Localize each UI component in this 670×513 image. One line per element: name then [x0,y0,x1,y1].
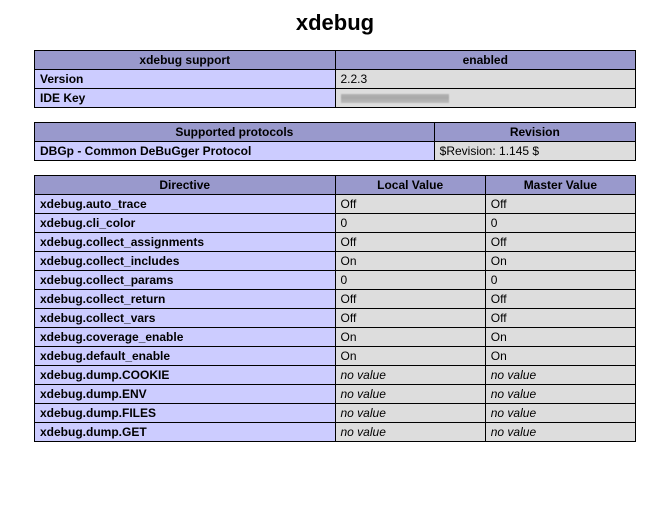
directive-name: xdebug.default_enable [35,347,336,366]
directive-local-value: On [335,328,485,347]
directives-table [34,175,636,442]
directive-master-value: On [485,252,635,271]
xdebug-info-page [0,10,670,442]
page-title: xdebug [295,10,375,35]
directive-name: xdebug.collect_params [35,271,336,290]
support-header-status: enabled [335,51,636,70]
table-row [35,423,636,442]
redacted-value-bar [341,94,449,103]
directive-local-value: Off [335,290,485,309]
protocol-name: DBGp - Common DeBuGger Protocol [35,142,435,161]
directive-local-value: 0 [335,271,485,290]
directive-name: xdebug.collect_vars [35,309,336,328]
directive-master-value: no value [485,385,635,404]
table-row [35,70,636,89]
table-row [35,366,636,385]
directive-local-value: no value [335,366,485,385]
directive-name: xdebug.dump.GET [35,423,336,442]
directive-local-value: Off [335,309,485,328]
directive-local-value: no value [335,404,485,423]
directive-local-value: On [335,347,485,366]
directive-name: xdebug.dump.ENV [35,385,336,404]
ide-key-value [335,89,636,108]
table-header-row [35,176,636,195]
table-row [35,214,636,233]
directive-name: xdebug.collect_includes [35,252,336,271]
protocols-header-revision: Revision [434,123,635,142]
table-row [35,271,636,290]
directive-master-value: no value [485,366,635,385]
table-row [35,385,636,404]
directive-local-value: Off [335,233,485,252]
directive-header: Directive [35,176,336,195]
directive-name: xdebug.auto_trace [35,195,336,214]
directive-master-value: On [485,347,635,366]
directive-master-value: Off [485,195,635,214]
table-header-row [35,123,636,142]
xdebug-support-table [34,50,636,108]
master-value-header: Master Value [485,176,635,195]
ide-key-label: IDE Key [35,89,336,108]
directive-local-value: no value [335,423,485,442]
directive-name: xdebug.dump.COOKIE [35,366,336,385]
directive-name: xdebug.dump.FILES [35,404,336,423]
local-value-header: Local Value [335,176,485,195]
table-row [35,89,636,108]
directive-master-value: Off [485,233,635,252]
directive-master-value: Off [485,309,635,328]
directive-master-value: 0 [485,214,635,233]
directive-local-value: Off [335,195,485,214]
directive-master-value: On [485,328,635,347]
directive-name: xdebug.cli_color [35,214,336,233]
table-row [35,347,636,366]
version-label: Version [35,70,336,89]
supported-protocols-table [34,122,636,161]
directive-name: xdebug.collect_return [35,290,336,309]
table-row [35,404,636,423]
directive-name: xdebug.coverage_enable [35,328,336,347]
support-header-label: xdebug support [35,51,336,70]
table-header-row [35,51,636,70]
version-value: 2.2.3 [335,70,636,89]
directive-master-value: no value [485,404,635,423]
directive-master-value: Off [485,290,635,309]
directive-local-value: On [335,252,485,271]
table-row [35,309,636,328]
table-row [35,252,636,271]
directive-master-value: no value [485,423,635,442]
table-row [35,142,636,161]
protocol-revision: $Revision: 1.145 $ [434,142,635,161]
directive-local-value: no value [335,385,485,404]
protocols-header-label: Supported protocols [35,123,435,142]
directive-local-value: 0 [335,214,485,233]
directive-name: xdebug.collect_assignments [35,233,336,252]
table-row [35,233,636,252]
table-row [35,328,636,347]
table-row [35,290,636,309]
table-row [35,195,636,214]
directive-master-value: 0 [485,271,635,290]
